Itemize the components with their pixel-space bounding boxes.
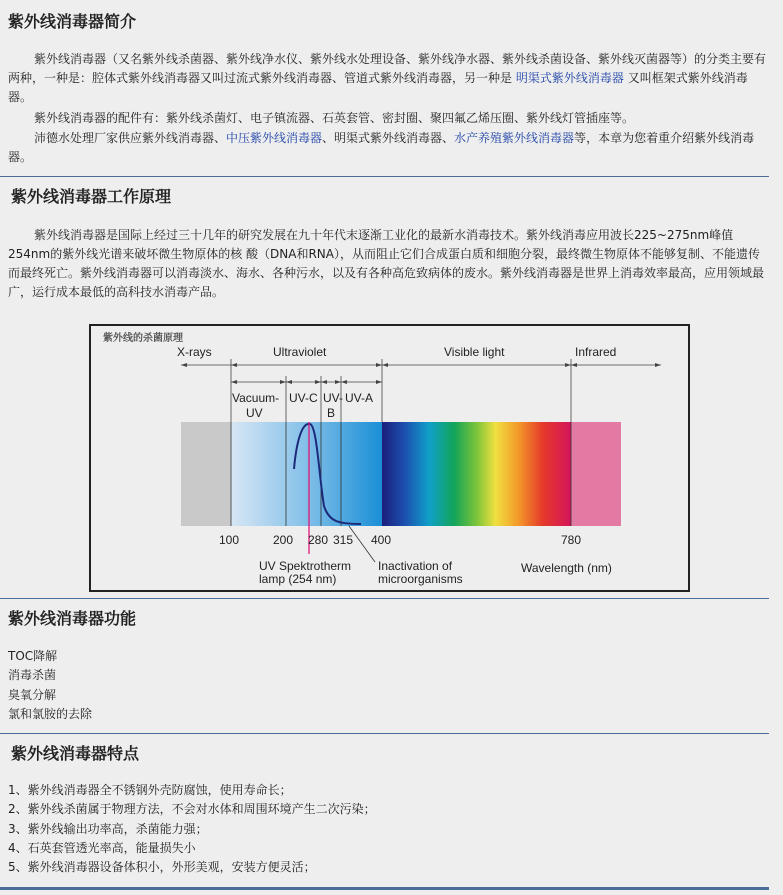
section-title-features: 紫外线消毒器特点	[11, 744, 140, 763]
list-item: 氯和氯胺的去除	[8, 706, 93, 721]
lamp-label-2: lamp (254 nm)	[259, 572, 337, 586]
intro-p3-text-end: 等，本章为您着重介绍紫外线消毒器。	[8, 131, 755, 164]
link-medium-pressure-uv[interactable]: 中压紫外线消毒器	[226, 131, 323, 145]
list-item: 4、石英套管透光率高，能量损失小	[8, 840, 196, 855]
section-title-functions: 紫外线消毒器功能	[8, 609, 137, 628]
uv-vacuum-label-2: UV	[246, 406, 263, 420]
list-item: 3、紫外线输出功率高，杀菌能力强；	[8, 821, 208, 836]
tick-315: 315	[333, 533, 354, 547]
inactivation-label-1: Inactivation of	[378, 559, 453, 573]
tick-780: 780	[561, 533, 582, 547]
list-item: 1、紫外线消毒器全不锈钢外壳防腐蚀，使用寿命长；	[8, 783, 292, 797]
spectrum-uv	[231, 422, 382, 526]
spectrum-visible	[382, 422, 571, 526]
uv-spectrum-diagram	[89, 324, 690, 592]
section-title-principle: 紫外线消毒器工作原理	[11, 187, 172, 206]
band-ultraviolet: Ultraviolet	[273, 345, 327, 359]
section-divider	[0, 733, 769, 734]
intro-text: 紫外线消毒器（又名紫外线杀菌器、紫外线净水仪、紫外线水处理设备、紫外线净水器、紫外线杀菌设备、紫外线灭菌器等）的分类主要有两种，一种是：腔体式紫外线消毒器又叫过流式紫外线消毒器、管道式紫外线消毒器，另一种是	[8, 52, 767, 85]
list-item: 臭氧分解	[8, 687, 57, 702]
section-divider	[0, 176, 769, 177]
bottom-divider	[0, 887, 769, 890]
uvc-label: UV-C	[289, 391, 318, 405]
diagram-title: 紫外线的杀菌原理	[103, 333, 183, 344]
intro-p3-text: 沛德水处理厂家供应紫外线消毒器、	[34, 131, 227, 145]
list-item: 2、紫外线杀菌属于物理方法，不会对水体和周围环境产生二次污染；	[8, 802, 376, 817]
spectrum-svg	[91, 326, 688, 590]
intro-paragraph-1	[8, 50, 768, 107]
link-open-channel-uv[interactable]: 明渠式紫外线消毒器	[515, 71, 624, 85]
tick-400: 400	[371, 533, 392, 547]
tick-100: 100	[219, 533, 240, 547]
band-infrared: Infrared	[575, 345, 617, 359]
link-aquaculture-uv[interactable]: 水产养殖紫外线消毒器	[454, 131, 575, 145]
principle-paragraph: 紫外线消毒器是国际上经过三十几年的研究发展在九十年代末逐渐工业化的最新水消毒技术。紫外线消毒应用波长225~275nm峰值254nm的紫外线光谱来破坏微生物原体的核 酸（DNA和RNA），从而阻止它们合成蛋白质和细胞分裂，最终微生物原体不能够复制、不能遗传而最终死亡。紫外线消毒器可以消毒淡水、海水、各种污水，以及有各种高危致病体的废水。紫外线消毒器是世界上消毒效率最高，应用领域最广，运行成本最低的高科技水消毒产品。	[8, 228, 765, 299]
features-list	[8, 781, 376, 877]
list-item: TOC降解	[8, 649, 58, 663]
tick-280: 280	[308, 533, 329, 547]
spectrum-infrared	[571, 422, 621, 526]
band-visible: Visible light	[444, 345, 505, 359]
tick-200: 200	[273, 533, 294, 547]
arrow-heads	[181, 363, 661, 384]
list-item: 5、紫外线消毒器设备体积小，外形美观，安装方便灵活；	[8, 860, 316, 875]
functions-list	[8, 647, 92, 724]
band-xrays: X-rays	[177, 345, 212, 359]
intro-paragraph-2: 紫外线消毒器的配件有：紫外线杀菌灯、电子镇流器、石英套管、密封圈、聚四氟乙烯压圈、紫外线灯管插座等。	[34, 111, 635, 125]
lamp-label-1: UV Spektrotherm	[259, 559, 352, 573]
intro-text-end: 又叫框架式紫外线消毒器。	[8, 71, 748, 104]
uvb-label-2: B	[327, 406, 336, 420]
spectrum-xray	[181, 422, 231, 526]
wavelength-axis-label: Wavelength (nm)	[521, 561, 612, 575]
section-title-intro: 紫外线消毒器简介	[8, 12, 137, 31]
section-divider	[0, 598, 769, 599]
uva-label: UV-A	[345, 391, 374, 405]
intro-paragraph-3	[8, 129, 768, 167]
intro-p3-text-mid: 、明渠式紫外线消毒器、	[322, 131, 455, 145]
uvb-label: UV-	[323, 391, 344, 405]
inactivation-label-2: microorganisms	[378, 572, 463, 586]
uv-vacuum-label: Vacuum-	[232, 391, 280, 405]
list-item: 消毒杀菌	[8, 668, 57, 683]
